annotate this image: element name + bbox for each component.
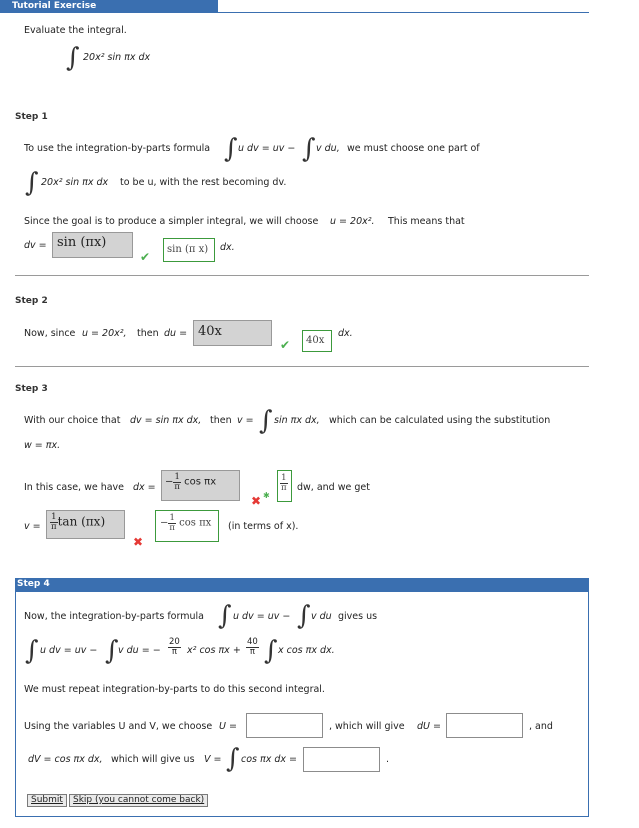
step-4-label: Step 4 bbox=[17, 579, 50, 589]
step1-text-a: To use the integration-by-parts formula bbox=[24, 143, 211, 154]
step1-formula-b: v du, bbox=[316, 143, 340, 154]
step4-text-a: Now, the integration-by-parts formula bbox=[24, 611, 204, 622]
step4-text-f: which will give us bbox=[111, 754, 195, 765]
du-suffix: dx. bbox=[338, 328, 353, 339]
step3-text-b: then bbox=[210, 415, 232, 426]
du-answer-field[interactable]: 40x bbox=[193, 320, 272, 346]
integral-sign: ∫ bbox=[224, 134, 238, 164]
integral-sign: ∫ bbox=[302, 134, 316, 164]
skip-button[interactable]: Skip (you cannot come back) bbox=[69, 794, 208, 807]
step3-text-c: which can be calculated using the substitution bbox=[329, 415, 551, 426]
integral-sign: ∫ bbox=[105, 636, 119, 666]
v-answer-rest: tan (πx) bbox=[57, 514, 106, 529]
step3-dv-expr: dv = sin πx dx, bbox=[130, 415, 202, 426]
dU-input[interactable] bbox=[446, 713, 523, 738]
step3-int-expr: sin πx dx, bbox=[274, 415, 320, 426]
integral-sign: ∫ bbox=[66, 43, 80, 73]
step2-text-b: then bbox=[137, 328, 159, 339]
integral-sign: ∫ bbox=[25, 168, 39, 198]
step2-u-expr: u = 20x², bbox=[82, 328, 127, 339]
step3-substitution: w = πx. bbox=[24, 440, 61, 451]
step1-text-c: to be u, with the rest becoming dv. bbox=[120, 177, 287, 188]
step4-text-e: , and bbox=[529, 721, 553, 732]
step3-text-a: With our choice that bbox=[24, 415, 121, 426]
step-3-label: Step 3 bbox=[15, 384, 48, 394]
step4-formula-a: u dv = uv − bbox=[233, 611, 291, 622]
tutorial-header: Tutorial Exercise bbox=[0, 0, 218, 13]
U-input[interactable] bbox=[246, 713, 323, 738]
V-input[interactable] bbox=[303, 747, 380, 772]
integral-sign: ∫ bbox=[226, 744, 240, 774]
step1-integrand: 20x² sin πx dx bbox=[41, 177, 109, 188]
incorrect-cross-icon: ✖ bbox=[133, 535, 144, 549]
step1-goal-text: Since the goal is to produce a simpler integral, we will choose bbox=[24, 216, 319, 227]
step4-repeat-text: We must repeat integration-by-parts to do this second integral. bbox=[24, 684, 325, 695]
step4-end-period: . bbox=[386, 754, 390, 765]
step4-formula-b: v du bbox=[311, 611, 332, 622]
step4-int-expr: cos πx dx = bbox=[241, 754, 297, 765]
integral-sign: ∫ bbox=[264, 636, 278, 666]
step1-means-text: This means that bbox=[388, 216, 465, 227]
step4-text-d: , which will give bbox=[329, 721, 405, 732]
v-suffix: (in terms of x). bbox=[228, 521, 299, 532]
header-rule bbox=[218, 12, 589, 13]
dx-answer-fraction: $\frac{1}{\pi}$ bbox=[174, 472, 180, 492]
step4-fraction-1: $\frac{20}{\pi}$ bbox=[169, 637, 180, 657]
dv-label: dv = bbox=[24, 240, 47, 251]
step-2-label: Step 2 bbox=[15, 296, 48, 306]
dv-correct-answer: sin (π x) bbox=[163, 238, 215, 262]
step-divider bbox=[15, 366, 589, 367]
U-label: U = bbox=[219, 721, 237, 732]
integral-sign: ∫ bbox=[259, 406, 273, 436]
step1-formula-a: u dv = uv − bbox=[238, 143, 296, 154]
dU-label: dU = bbox=[417, 721, 441, 732]
du-label: du = bbox=[164, 328, 188, 339]
v-label: v = bbox=[24, 521, 41, 532]
integral-sign: ∫ bbox=[297, 601, 311, 631]
dx-suffix: dw, and we get bbox=[297, 482, 370, 493]
dx-label: dx = bbox=[133, 482, 156, 493]
correct-check-icon: ✔ bbox=[280, 338, 291, 352]
intro-integrand: 20x² sin πx dx bbox=[83, 52, 151, 63]
dx-correct-answer: $\frac{1}{\pi}$ bbox=[277, 470, 292, 502]
step4-line2-b: v du = − bbox=[118, 645, 161, 656]
dx-answer-rest: cos πx bbox=[184, 476, 217, 488]
dx-answer-sign: − bbox=[165, 476, 174, 488]
step-4-header bbox=[15, 578, 589, 591]
step1-u-choice: u = 20x². bbox=[330, 216, 375, 227]
step-divider bbox=[15, 275, 589, 276]
step-1-label: Step 1 bbox=[15, 112, 48, 122]
submit-button[interactable]: Submit bbox=[27, 794, 67, 807]
asterisk-marker: ✱ bbox=[263, 491, 270, 500]
intro-prompt: Evaluate the integral. bbox=[24, 25, 127, 36]
step2-text-a: Now, since bbox=[24, 328, 76, 339]
step3-text-d: In this case, we have bbox=[24, 482, 125, 493]
step4-line2-a: u dv = uv − bbox=[40, 645, 98, 656]
v-answer-field[interactable]: $\frac{1}{\pi}$ tan (πx) bbox=[46, 510, 125, 539]
step4-line2-c: x² cos πx + bbox=[187, 645, 241, 656]
step4-dV-expr: dV = cos πx dx, bbox=[28, 754, 103, 765]
step4-line2-d: x cos πx dx. bbox=[278, 645, 335, 656]
correct-check-icon: ✔ bbox=[140, 250, 151, 264]
step4-text-c: Using the variables U and V, we choose bbox=[24, 721, 213, 732]
integral-sign: ∫ bbox=[25, 636, 39, 666]
dv-answer-field[interactable]: sin (πx) bbox=[52, 232, 133, 258]
integral-sign: ∫ bbox=[218, 601, 232, 631]
step4-fraction-2: $\frac{40}{\pi}$ bbox=[247, 637, 258, 657]
v-correct-answer: − $\frac{1}{\pi}$ cos πx bbox=[155, 510, 219, 542]
step4-text-b: gives us bbox=[338, 611, 378, 622]
V-label: V = bbox=[204, 754, 222, 765]
incorrect-cross-icon: ✖ bbox=[251, 494, 262, 508]
step1-text-b: we must choose one part of bbox=[347, 143, 480, 154]
dv-suffix: dx. bbox=[220, 242, 235, 253]
du-correct-answer: 40x bbox=[302, 330, 332, 352]
step3-v-label: v = bbox=[237, 415, 254, 426]
dx-answer-field[interactable] bbox=[161, 470, 240, 501]
